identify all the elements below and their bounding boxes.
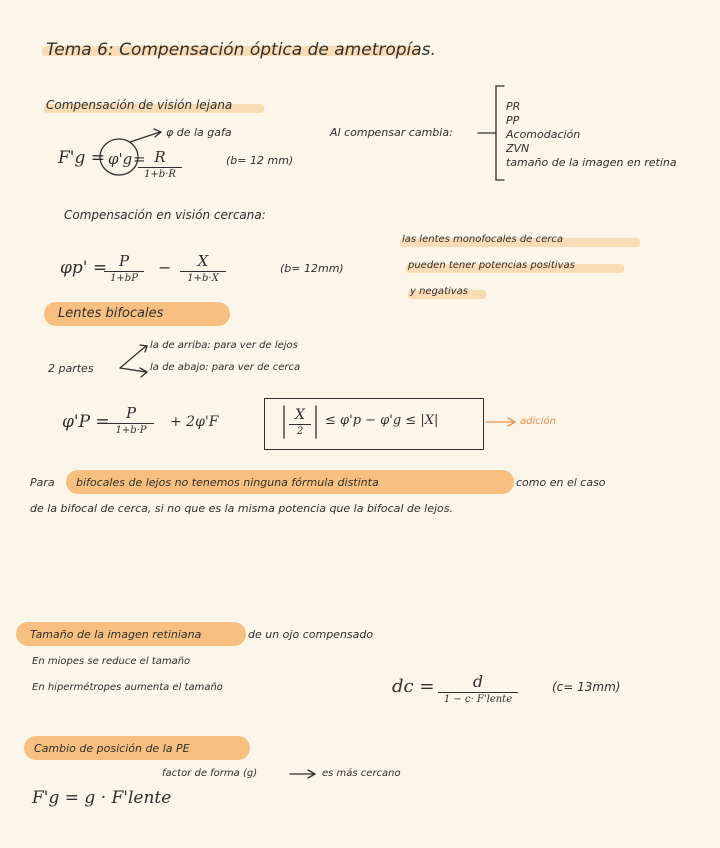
parte-abajo: la de abajo: para ver de cerca	[150, 362, 301, 373]
box-fraction	[289, 407, 311, 437]
adicion-label: adición	[520, 416, 556, 427]
partes-arrowhead-down	[140, 368, 147, 377]
phi-arrow-head	[154, 129, 161, 137]
tamano-frac-den: 1 − c· F'lente	[443, 694, 513, 705]
tamano-c-note: (c= 13mm)	[552, 680, 621, 694]
pe-formula: F'g = g · F'lente	[32, 788, 172, 808]
bifocales-heading: Lentes bifocales	[58, 306, 164, 321]
tamano-line-2: En hipermétropes aumenta el tamaño	[32, 682, 223, 693]
pe-factor: factor de forma (g)	[162, 768, 258, 779]
cambia-list	[506, 100, 677, 170]
para-text-1b: bifocales de lejos no tenemos ninguna fórmula distinta	[76, 476, 379, 489]
adicion-box	[264, 398, 484, 450]
lejana-formula-phi: φ'g	[108, 150, 133, 168]
lejana-b-note: (b= 12 mm)	[226, 154, 294, 167]
lejana-formula-lhs: F'g =	[58, 148, 105, 168]
cercana-b-note: (b= 12mm)	[280, 262, 344, 275]
box-formula-rest: ≤ φ'p − φ'g ≤ |X|	[325, 413, 439, 428]
para-text-2: de la bifocal de cerca, si no que es la misma potencia que la bifocal de lejos.	[30, 502, 454, 515]
cercana-frac1-den: 1+bP	[110, 273, 138, 284]
cambia-item-tamano: tamaño de la imagen en retina	[506, 156, 677, 169]
lejana-frac-num: R	[154, 148, 166, 166]
para-text-1a: Para	[30, 476, 55, 489]
partes-arrow-down	[120, 368, 146, 372]
cercana-frac1-num: P	[118, 252, 130, 270]
partes-arrowhead-up	[140, 345, 147, 352]
lejana-formula-eq: =	[133, 150, 146, 168]
tamano-line-1: En miopes se reduce el tamaño	[32, 656, 191, 667]
para-text-1c: como en el caso	[516, 476, 606, 489]
partes-arrow-up	[120, 346, 146, 368]
page-title: Tema 6: Compensación óptica de ametropías.	[46, 40, 436, 60]
cambia-item-pr: PR	[506, 100, 521, 113]
pe-factor-tail: es más cercano	[322, 768, 401, 779]
bifocal-fraction	[108, 404, 154, 436]
phi-arrow	[130, 132, 160, 142]
pe-heading: Cambio de posición de la PE	[34, 742, 190, 755]
cercana-note-line-1: las lentes monofocales de cerca	[402, 234, 563, 245]
adicion-arrowhead	[508, 418, 515, 426]
parte-arriba: la de arriba: para ver de lejos	[150, 340, 298, 351]
cambia-bracket	[496, 86, 504, 180]
cercana-note-line-2: pueden tener potencias positivas	[408, 260, 575, 271]
cercana-minus: −	[158, 258, 172, 277]
tamano-heading-tail: de un ojo compensado	[248, 628, 374, 641]
cercana-frac1	[104, 252, 144, 284]
box-frac-den: 2	[296, 426, 304, 437]
lejana-frac-den: 1+b·R	[144, 169, 176, 180]
tamano-formula-lhs: dc =	[392, 676, 435, 697]
cambia-item-zvn: ZVN	[506, 142, 530, 155]
bifocal-frac-num: P	[125, 404, 137, 422]
lejana-heading: Compensación de visión lejana	[46, 98, 233, 112]
cambia-item-pp: PP	[506, 114, 520, 127]
tamano-heading: Tamaño de la imagen retiniana	[30, 628, 202, 641]
cercana-frac2-num: X	[197, 252, 209, 270]
cercana-lhs: φp' =	[60, 258, 108, 278]
box-frac-num: X	[295, 407, 305, 423]
bifocal-formula-lhs: φ'P =	[62, 412, 110, 432]
cambia-item-acomodacion: Acomodación	[506, 128, 581, 141]
phi-gafa-label: φ de la gafa	[166, 126, 232, 139]
factor-arrowhead	[308, 770, 315, 778]
dos-partes: 2 partes	[48, 362, 94, 375]
cercana-note-line-3: y negativas	[410, 286, 469, 297]
cercana-heading: Compensación en visión cercana:	[64, 208, 266, 222]
cercana-frac2-den: 1+b·X	[187, 273, 219, 284]
bifocal-formula-tail: + 2φ'F	[170, 414, 219, 430]
lejana-fraction	[138, 148, 182, 180]
al-compensar-label: Al compensar cambia:	[330, 126, 453, 139]
tamano-frac-num: d	[472, 672, 484, 691]
tamano-fraction	[438, 672, 518, 705]
bifocal-frac-den: 1+b·P	[115, 425, 147, 436]
cercana-frac2	[180, 252, 226, 284]
